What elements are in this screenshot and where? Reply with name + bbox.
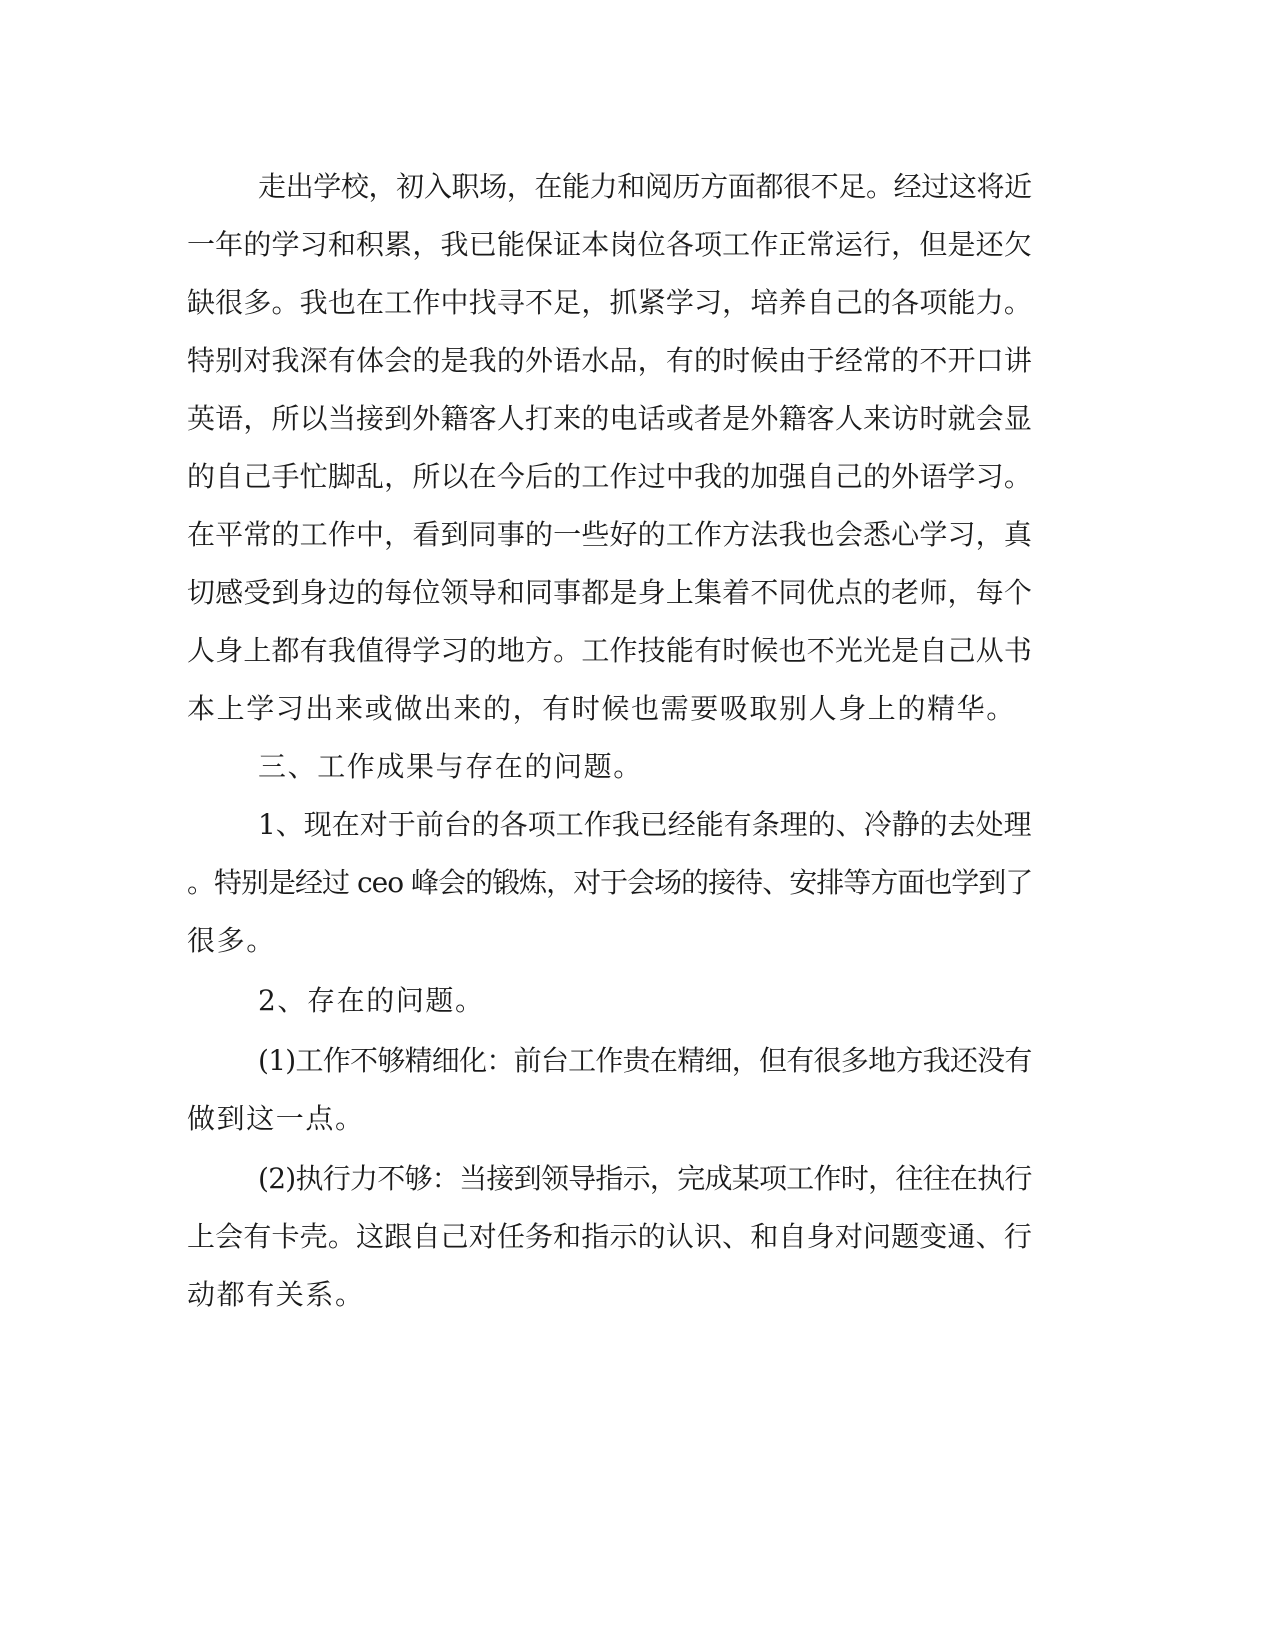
subitem-2-line-2: 上会有卡壳。这跟自己对任务和指示的认识、和自身对问题变通、行 [187,1220,1033,1253]
paragraph-1-line-9: 人身上都有我值得学习的地方。工作技能有时候也不光光是自己从书 [187,634,1033,667]
item-1-line-1: 1、现在对于前台的各项工作我已经能有条理的、冷静的去处理 [258,808,1032,841]
paragraph-1-line-5: 英语，所以当接到外籍客人打来的电话或者是外籍客人来访时就会显 [187,402,1033,435]
section-heading: 三、工作成果与存在的问题。 [258,750,643,783]
subitem-2-line-1: (2)执行力不够：当接到领导指示，完成某项工作时，往往在执行 [258,1162,1032,1195]
paragraph-1-line-1: 走出学校，初入职场，在能力和阅历方面都很不足。经过这将近 [258,170,1032,203]
paragraph-1-line-2: 一年的学习和积累，我已能保证本岗位各项工作正常运行，但是还欠 [187,228,1033,261]
item-1-line-3: 很多。 [187,924,276,957]
subitem-1-line-1: (1)工作不够精细化：前台工作贵在精细，但有很多地方我还没有 [258,1044,1032,1077]
item-1-line-2: 。特别是经过 ceo 峰会的锻炼，对于会场的接待、安排等方面也学到了 [187,866,1033,899]
paragraph-1-line-8: 切感受到身边的每位领导和同事都是身上集着不同优点的老师，每个 [187,576,1033,609]
paragraph-1-line-6: 的自己手忙脚乱，所以在今后的工作过中我的加强自己的外语学习。 [187,460,1033,493]
paragraph-1-line-3: 缺很多。我也在工作中找寻不足，抓紧学习，培养自己的各项能力。 [187,286,1033,319]
subitem-2-line-3: 动都有关系。 [187,1278,365,1311]
subitem-1-line-2: 做到这一点。 [187,1102,365,1135]
item-2-heading: 2、存在的问题。 [258,984,485,1017]
paragraph-1-line-10: 本上学习出来或做出来的，有时候也需要吸取别人身上的精华。 [187,692,1016,725]
paragraph-1-line-7: 在平常的工作中，看到同事的一些好的工作方法我也会悉心学习，真 [187,518,1033,551]
paragraph-1-line-4: 特别对我深有体会的是我的外语水品，有的时候由于经常的不开口讲 [187,344,1033,377]
